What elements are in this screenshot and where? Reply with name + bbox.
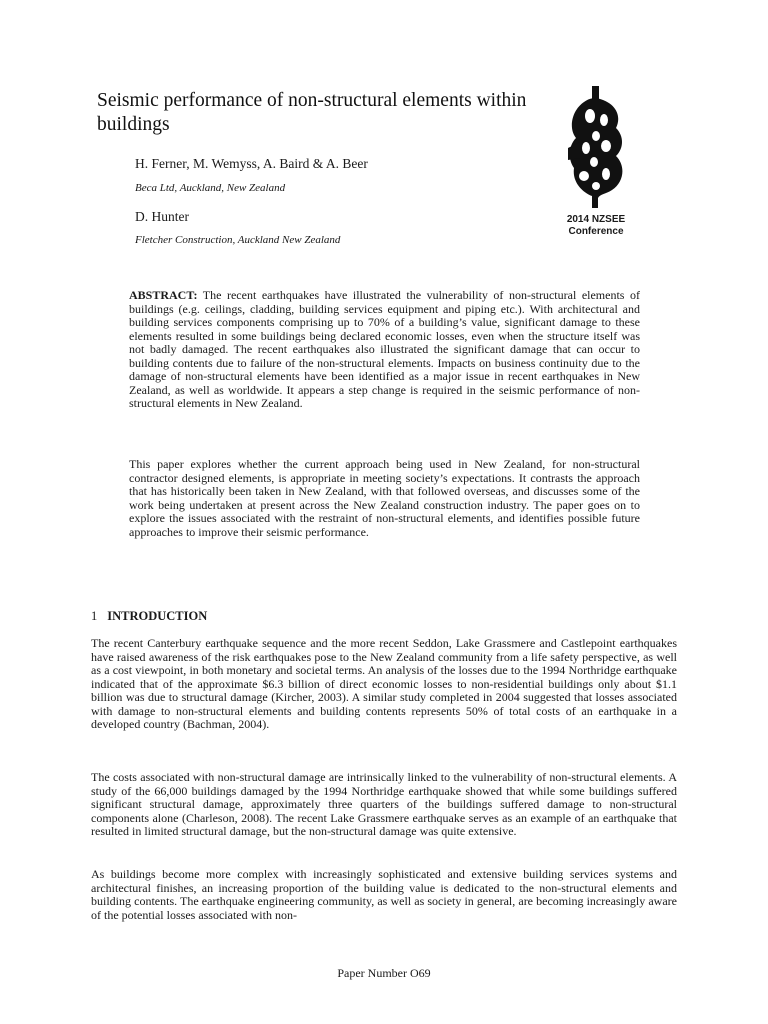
paper-title: Seismic performance of non-structural elements within buildings bbox=[97, 90, 527, 135]
body-paragraph: The recent Canterbury earthquake sequence and the more recent Seddon, Lake Grassmere and Castlepoint earthquakes have raised awareness of the risk earthquakes pose to the New Zealand community from a life safety perspective, as well as a cost viewpoint, in both monetary and societal terms. An analysis of the losses due to the 1994 Northridge earthquake indicated that of the approximate $6.3 billion of direct economic losses to non-residential buildings only about $1.1 billion was due to structural damage (Kircher, 2003). A similar study completed in 2004 suggested that losses associated with damage to non-structural elements and building contents represents 50% of total costs of an earthquake in a developed country (Bachman, 2004). bbox=[91, 636, 677, 731]
body-paragraph: As buildings become more complex with increasingly sophisticated and extensive building services systems and architectural finishes, an increasing proportion of the building value is dedicated to the non-structural elements and building contents. The earthquake engineering community, as well as society in general, are becoming increasingly aware of the potential losses associated with non- bbox=[91, 867, 677, 922]
conference-year: 2014 NZSEE bbox=[566, 214, 626, 225]
body-paragraph: The costs associated with non-structural damage are intrinsically linked to the vulnerability of non-structural elements. A study of the 66,000 buildings damaged by the 1994 Northridge earthquake showed that while some buildings suffered significant structural damage, approximately three quarters of the buildings suffered damage to non-structural components alone (Charleson, 2008). The recent Lake Grassmere earthquake serves as an example of an earthquake that resulted in limited structural damage, but the non-structural damage was quite extensive. bbox=[91, 770, 677, 838]
abstract-label: ABSTRACT: bbox=[129, 288, 198, 302]
abstract-paragraph: This paper explores whether the current approach being used in New Zealand, for non-structural contractor designed elements, is appropriate in meeting society’s expectations. It contrasts the approach that has historically been taken in New Zealand, with that followed overseas, and discusses some of the work being undertaken at present across the New Zealand construction industry. The paper goes on to explore the issues associated with the restraint of non-structural elements, and identifies possible future approaches to improve their seismic performance. bbox=[129, 457, 640, 539]
abstract-paragraph bbox=[129, 289, 640, 411]
author-affiliation: Fletcher Construction, Auckland New Zealand bbox=[135, 234, 341, 246]
author-names: H. Ferner, M. Wemyss, A. Baird & A. Beer bbox=[135, 156, 368, 171]
section-title: INTRODUCTION bbox=[107, 609, 208, 623]
abstract-text: The recent earthquakes have illustrated the vulnerability of non-structural elements of buildings (e.g. ceilings, cladding, building services equipment and piping etc.). With architectural and building services components comprising up to 70% of a building’s value, significant damage to these elements resulted in some buildings being declared economic losses, even when the structure itself was not badly damaged. The recent earthquakes also illustrated the significant damage that can occur to building contents due to failure of the non-structural elements. Impacts on business continuity due to the damage of non-structural elements have been identified as a major issue in recent earthquakes in New Zealand, as well as worldwide. It appears a step change is required in the seismic performance of non-structural elements in New Zealand. bbox=[129, 288, 640, 410]
section-heading bbox=[91, 609, 207, 624]
author-names: D. Hunter bbox=[135, 209, 189, 224]
section-number: 1 bbox=[91, 609, 98, 623]
conference-word: Conference bbox=[568, 226, 624, 237]
author-affiliation: Beca Ltd, Auckland, New Zealand bbox=[135, 182, 286, 194]
nzsee-logo-icon bbox=[560, 86, 632, 214]
paper-number-footer: Paper Number O69 bbox=[337, 966, 431, 980]
conference-label bbox=[552, 214, 640, 238]
